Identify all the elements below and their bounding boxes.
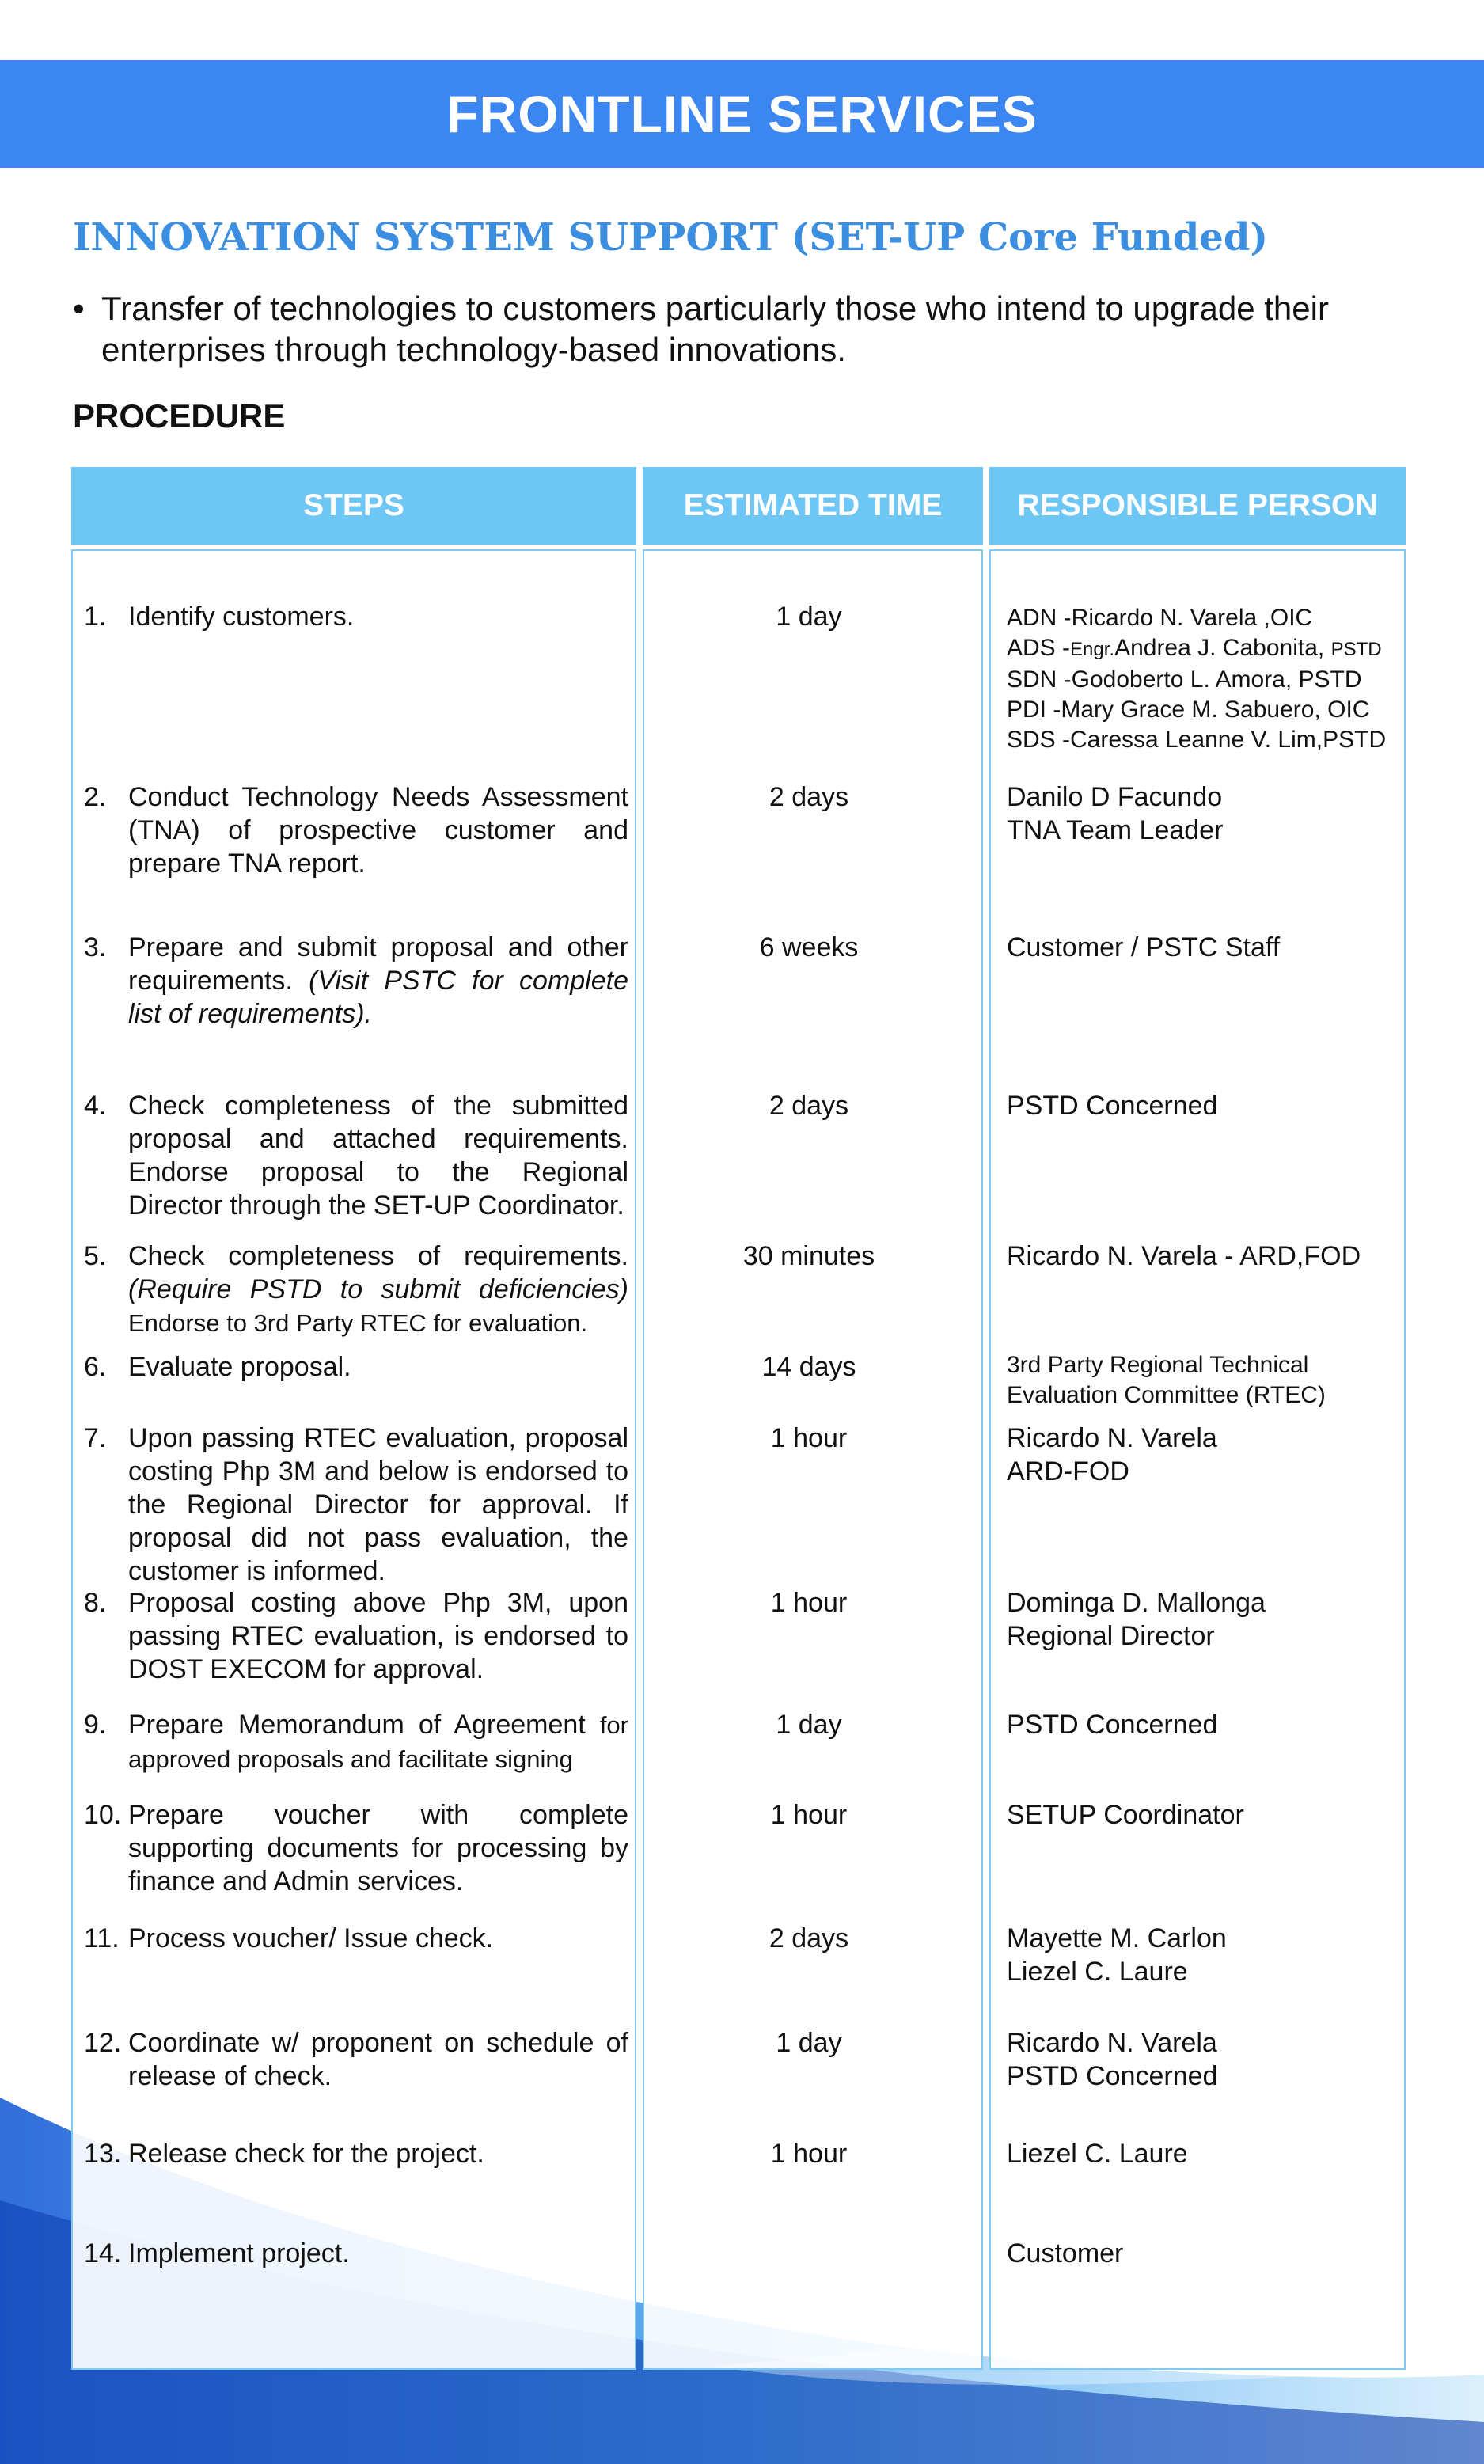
step-time: 6 weeks: [759, 932, 859, 962]
step-text: Implement project.: [128, 2238, 350, 2268]
step-responsible: Danilo D Facundo TNA Team Leader: [1007, 782, 1224, 845]
step-text: Upon passing RTEC evaluation, proposal costing Php 3M and below is endorsed to the Regional Director for approval. If proposal did not pass evaluation, the customer is informed.: [128, 1423, 628, 1586]
bullet-icon: •: [73, 290, 85, 327]
step-time: 1 day: [776, 1710, 842, 1740]
step-text: Process voucher/ Issue check.: [128, 1923, 494, 1953]
step-number: 7.: [84, 1423, 107, 1453]
step-number: 11.: [84, 1923, 120, 1953]
step-text: Identify customers.: [128, 602, 355, 632]
step-text: Evaluate proposal.: [128, 1352, 351, 1382]
step-responsible: SETUP Coordinator: [1007, 1800, 1244, 1830]
step-responsible: PSTD Concerned: [1007, 1710, 1218, 1740]
step-text: Coordinate w/ proponent on schedule of release of check.: [128, 2028, 628, 2091]
step-responsible: Ricardo N. Varela - ARD,FOD: [1007, 1241, 1361, 1271]
step-time: 2 days: [769, 1923, 849, 1953]
step-time: 1 hour: [770, 1588, 848, 1618]
step-responsible: Ricardo N. Varela ARD-FOD: [1007, 1423, 1217, 1486]
responsible-line: PDI -Mary Grace M. Sabuero, OIC: [1007, 697, 1370, 723]
step-responsible: [1007, 603, 1402, 755]
step-text: Check completeness of requirements. (Require PSTD to submit deficiencies) Endorse to 3rd Party RTEC for evaluation.: [128, 1241, 628, 1337]
step-time: 1 day: [776, 2028, 842, 2058]
service-description: [73, 288, 1434, 370]
step-text: Prepare and submit proposal and other requirements. (Visit PSTC for complete list of requirements).: [128, 932, 628, 1029]
step-text: Prepare Memorandum of Agreement for approved proposals and facilitate signing: [128, 1710, 628, 1773]
procedure-heading: PROCEDURE: [73, 397, 286, 435]
step-responsible: Customer: [1007, 2238, 1124, 2268]
step-number: 4.: [84, 1091, 107, 1121]
step-number: 9.: [84, 1710, 107, 1740]
step-number: 14.: [84, 2238, 122, 2268]
step-text: Check completeness of the submitted proposal and attached requirements. Endorse proposal to the Regional Director through the SET-UP Coordinator.: [128, 1091, 628, 1221]
step-time: 14 days: [761, 1352, 856, 1382]
step-number: 12.: [84, 2028, 122, 2058]
step-responsible: Liezel C. Laure: [1007, 2139, 1188, 2169]
time-column: [643, 549, 983, 2370]
banner-title: FRONTLINE SERVICES: [446, 85, 1038, 143]
step-time: 1 hour: [770, 2139, 848, 2169]
section-title: INNOVATION SYSTEM SUPPORT (SET-UP Core Funded): [73, 215, 1269, 260]
step-text: Proposal costing above Php 3M, upon passing RTEC evaluation, is endorsed to DOST EXECOM for approval.: [128, 1588, 628, 1684]
step-number: 13.: [84, 2139, 122, 2169]
step-time: 1 day: [776, 602, 842, 632]
step-number: 8.: [84, 1588, 107, 1618]
step-time: 1 hour: [770, 1800, 848, 1830]
step-responsible: 3rd Party Regional Technical Evaluation Committee (RTEC): [1007, 1352, 1326, 1408]
step-number: 3.: [84, 932, 107, 962]
step-time: 1 hour: [770, 1423, 848, 1453]
step-number: 5.: [84, 1241, 107, 1271]
step-text: Prepare voucher with complete supporting documents for processing by finance and Admin services.: [128, 1800, 628, 1896]
header-responsible-person: RESPONSIBLE PERSON: [989, 467, 1406, 545]
step-number: 2.: [84, 782, 107, 812]
service-description-text: Transfer of technologies to customers particularly those who intend to upgrade their enterprises through technology-based innovations.: [101, 290, 1329, 368]
step-time: 2 days: [769, 1091, 849, 1121]
header-estimated-time: ESTIMATED TIME: [643, 467, 983, 545]
responsible-line: SDN -Godoberto L. Amora, PSTD: [1007, 666, 1362, 693]
step-responsible: Mayette M. Carlon Liezel C. Laure: [1007, 1923, 1227, 1987]
step-responsible: Customer / PSTC Staff: [1007, 932, 1281, 962]
responsible-line: ADN -Ricardo N. Varela ,OIC: [1007, 605, 1313, 631]
step-number: 6.: [84, 1352, 107, 1382]
step-number: 10.: [84, 1800, 122, 1830]
step-responsible: PSTD Concerned: [1007, 1091, 1218, 1121]
responsible-line: ADS -Engr.Andrea J. Cabonita, PSTD: [1007, 635, 1382, 661]
header-banner: [0, 60, 1484, 168]
responsible-line: SDS -Caressa Leanne V. Lim,PSTD: [1007, 727, 1387, 753]
header-steps: STEPS: [71, 467, 636, 545]
step-text: Conduct Technology Needs Assessment (TNA) of prospective customer and prepare TNA report.: [128, 782, 628, 879]
step-text: Release check for the project.: [128, 2139, 484, 2169]
step-number: 1.: [84, 602, 107, 632]
step-responsible: Ricardo N. Varela PSTD Concerned: [1007, 2028, 1218, 2091]
step-time: 30 minutes: [742, 1241, 875, 1271]
step-time: 2 days: [769, 782, 849, 812]
step-responsible: Dominga D. Mallonga Regional Director: [1007, 1588, 1266, 1651]
